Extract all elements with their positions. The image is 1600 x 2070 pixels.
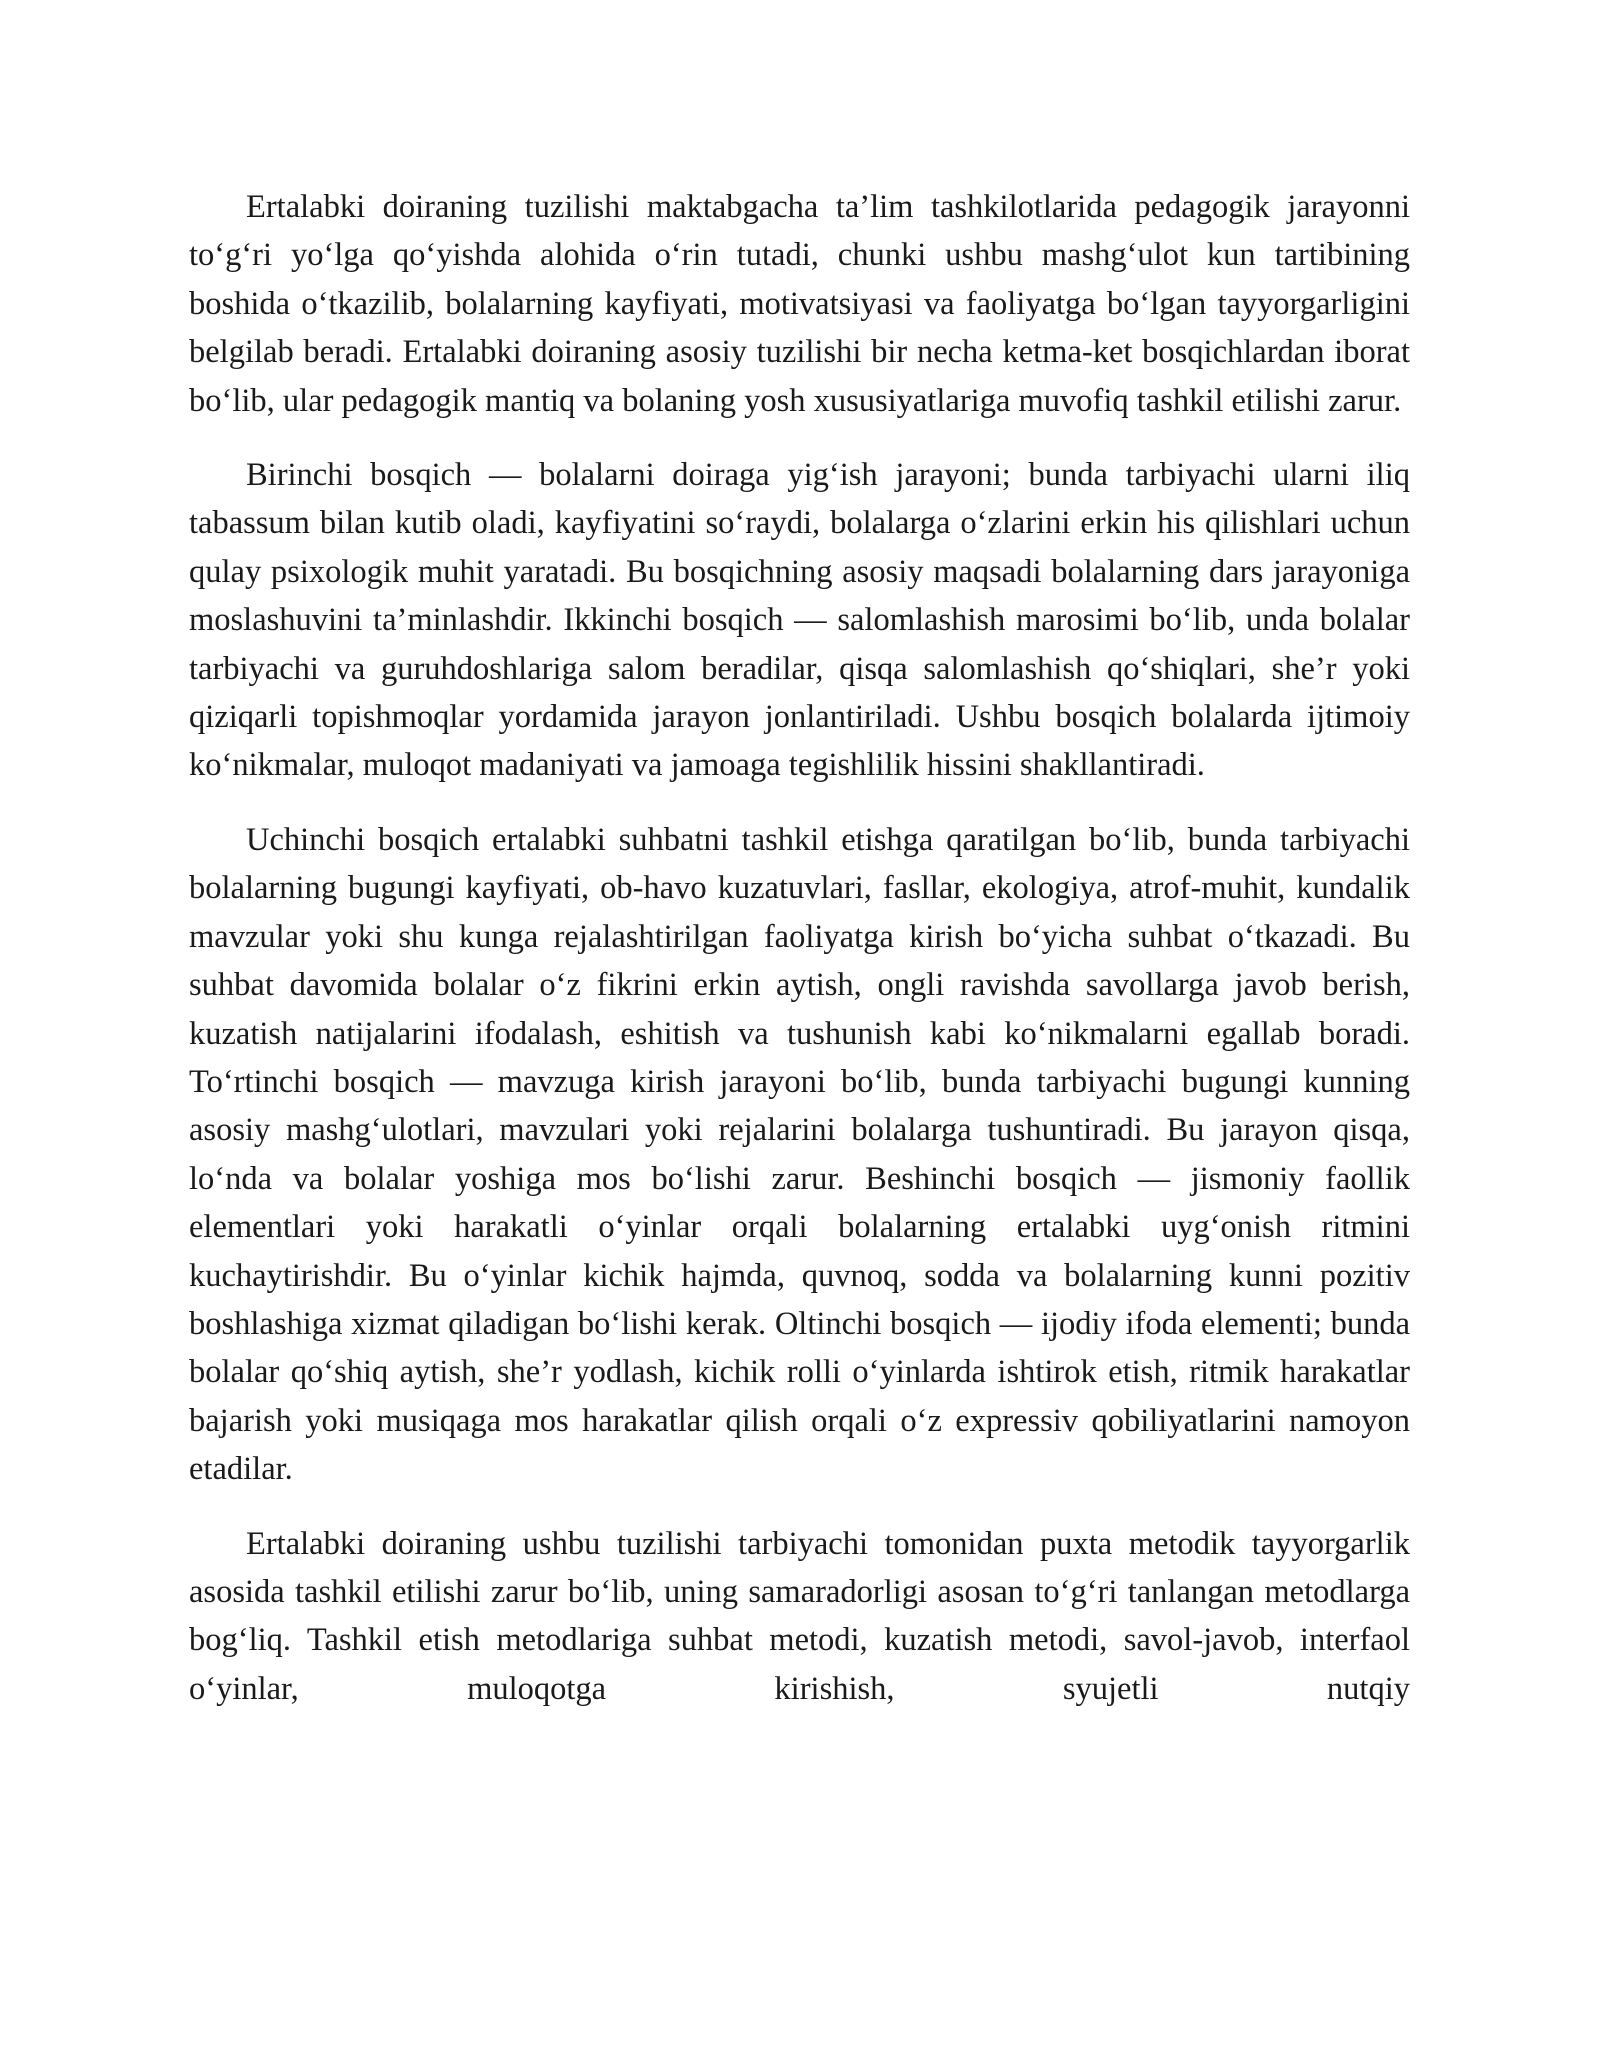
paragraph-methods: Ertalabki doiraning ushbu tuzilishi tarbiyachi tomonidan puxta metodik tayyorgarlik asosida tashkil etilishi zarur bo‘lib, uning samaradorligi asosan to‘g‘ri tanlangan metodlarga bog‘liq. Tashkil etish metodlariga suhbat metodi, kuzatish metodi, savol-javob, interfaol o‘yinlar, muloqotga kirishish, syujetli nutqiy [189,1525,1410,1707]
document-page [189,183,1410,1739]
paragraph-stages-one-two: Birinchi bosqich — bolalarni doiraga yig‘ish jarayoni; bunda tarbiyachi ularni iliq tabassum bilan kutib oladi, kayfiyatini so‘raydi, bolalarga o‘zlarini erkin his qilishlari uchun qulay psixologik muhit yaratadi. Bu bosqichning asosiy maqsadi bolalarning dars jarayoniga moslashuvini ta’minlashdir. Ikkinchi bosqich — salomlashish marosimi bo‘lib, unda bolalar tarbiyachi va guruhdoshlariga salom beradilar, qisqa salomlashish qo‘shiqlari, she’r yoki qiziqarli topishmoqlar yordamida jarayon jonlantiriladi. Ushbu bosqich bolalarda ijtimoiy ko‘nikmalar, muloqot madaniyati va jamoaga tegishlilik hissini shakllantiradi. [189,457,1410,784]
paragraph-stages-three-to-six: Uchinchi bosqich ertalabki suhbatni tashkil etishga qaratilgan bo‘lib, bunda tarbiyachi bolalarning bugungi kayfiyati, ob-havo kuzatuvlari, fasllar, ekologiya, atrof-muhit, kundalik mavzular yoki shu kunga rejalashtirilgan faoliyatga kirish bo‘yicha suhbat o‘tkazadi. Bu suhbat davomida bolalar o‘z fikrini erkin aytish, ongli ravishda savollarga javob berish, kuzatish natijalarini ifodalash, eshitish va tushunish kabi ko‘nikmalarni egallab boradi. To‘rtinchi bosqich — mavzuga kirish jarayoni bo‘lib, bunda tarbiyachi bugungi kunning asosiy mashg‘ulotlari, mavzulari yoki rejalarini bolalarga tushuntiradi. Bu jarayon qisqa, lo‘nda va bolalar yoshiga mos bo‘lishi zarur. Beshinchi bosqich — jismoniy faollik elementlari yoki harakatli o‘yinlar orqali bolalarning ertalabki uyg‘onish ritmini kuchaytirishdir. Bu o‘yinlar kichik hajmda, quvnoq, sodda va bolalarning kunni pozitiv boshlashiga xizmat qiladigan bo‘lishi kerak. Oltinchi bosqich — ijodiy ifoda elementi; bunda bolalar qo‘shiq aytish, she’r yodlash, kichik rolli o‘yinlarda ishtirok etish, ritmik harakatlar bajarish yoki musiqaga mos harakatlar qilish orqali o‘z expressiv qobiliyatlarini namoyon etadilar. [189,821,1410,1488]
paragraph-intro: Ertalabki doiraning tuzilishi maktabgacha ta’lim tashkilotlarida pedagogik jarayonni to‘g‘ri yo‘lga qo‘yishda alohida o‘rin tutadi, chunki ushbu mashg‘ulot kun tartibining boshida o‘tkazilib, bolalarning kayfiyati, motivatsiyasi va faoliyatga bo‘lgan tayyorgarligini belgilab beradi. Ertalabki doiraning asosiy tuzilishi bir necha ketma-ket bosqichlardan iborat bo‘lib, ular pedagogik mantiq va bolaning yosh xususiyatlariga muvofiq tashkil etilishi zarur. [189,189,1410,419]
